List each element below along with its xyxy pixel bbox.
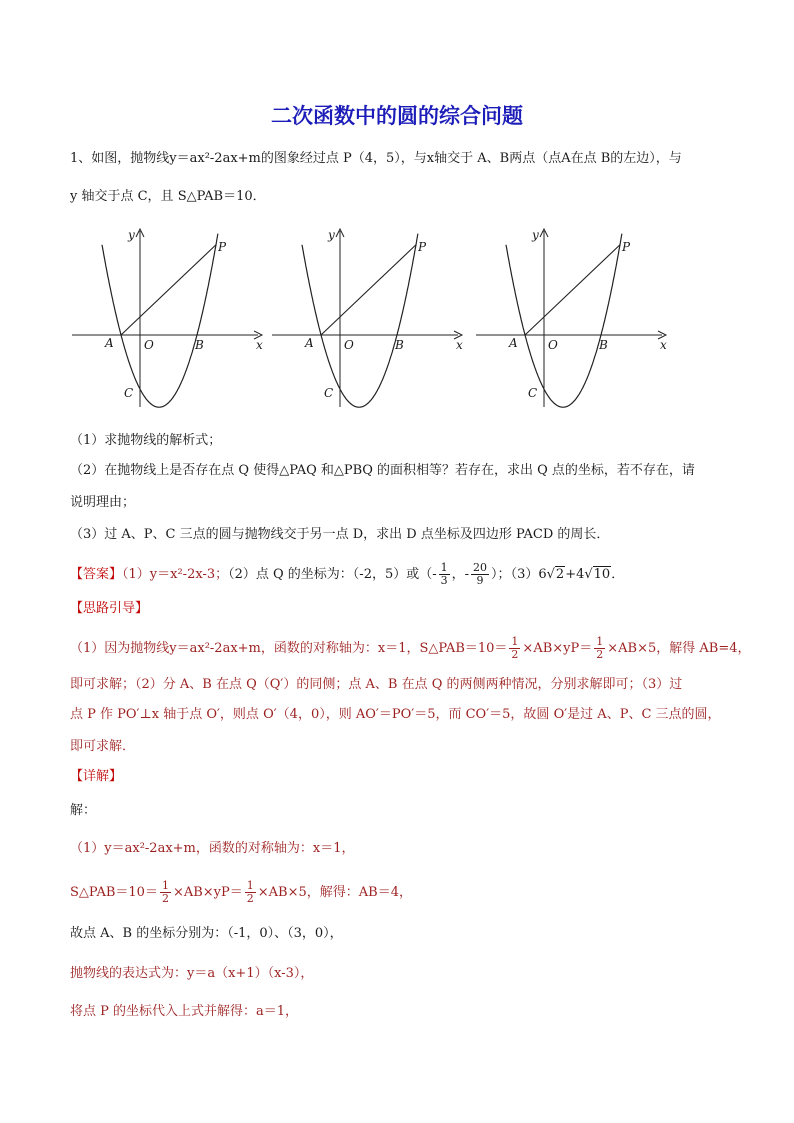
label-x: x	[456, 338, 463, 352]
hint-line-1	[70, 636, 751, 661]
detail-line-1: （1）y＝ax²-2ax+m，函数的对称轴为：x＝1，	[70, 841, 355, 856]
detail-text-b: ×AB×yP＝	[172, 885, 243, 900]
hint-text-a: （1）因为抛物线y＝ax²-2ax+m，函数的对称轴为：x＝1，S△PAB＝10＝	[70, 641, 508, 656]
fraction-20-9: $\frac{20}{9}$	[473, 561, 488, 587]
answer-sep: ，-	[451, 567, 470, 582]
fraction-half-2: $\frac{1}{2}$	[596, 635, 604, 661]
label-a: A	[305, 336, 314, 350]
label-b: B	[195, 338, 204, 352]
label-b: B	[395, 338, 404, 352]
detail-jie: 解：	[70, 803, 97, 818]
detail-line-2	[70, 880, 412, 905]
label-c: C	[528, 386, 538, 400]
answer-part-2-end: ）；	[491, 567, 511, 582]
label-x: x	[660, 338, 667, 352]
detail-line-5: 将点 P 的坐标代入上式并解得：a＝1，	[70, 1004, 299, 1019]
label-p: P	[622, 239, 631, 254]
label-y: y	[128, 228, 135, 242]
label-a: A	[509, 336, 518, 350]
label-b: B	[599, 338, 608, 352]
label-x: x	[256, 338, 263, 352]
line-ap	[121, 245, 216, 335]
fraction-half-4: $\frac{1}{2}$	[246, 879, 254, 905]
hint-text-b: ×AB×yP＝	[522, 641, 593, 656]
answer-end: ．	[611, 567, 625, 582]
label-o: O	[144, 338, 154, 352]
parabola-figure-1	[68, 225, 268, 415]
hint-line-3: 点 P 作 PO′⊥x 轴于点 O′，则点 O′（4，0），则 AO′＝PO′＝5，而 CO′＝5，故圆 O′是过 A、P、C 三点的圆，	[70, 707, 721, 722]
label-p: P	[418, 239, 427, 254]
label-o: O	[548, 338, 558, 352]
part-3: （3）过 A、P、C 三点的圆与抛物线交于另一点 D，求出 D 点坐标及四边形 PACD 的周长．	[70, 527, 610, 542]
label-a: A	[105, 336, 114, 350]
detail-text-c: ×AB×5，解得：AB＝4，	[257, 885, 412, 900]
answer-tag: 【答案】	[70, 567, 123, 582]
label-y: y	[532, 228, 539, 242]
answer-part-1: （1）y＝x²-2x-3；	[122, 567, 229, 582]
detail-tag: 【详解】	[70, 769, 123, 784]
question-line-2: y 轴交于点 C，且 S△PAB＝10．	[70, 189, 266, 204]
detail-line-3: 故点 A、B 的坐标分别为：（-1，0）、（3，0），	[70, 926, 343, 941]
detail-text-a: S△PAB＝10＝	[70, 885, 158, 900]
part-1: （1）求抛物线的解析式；	[70, 433, 222, 448]
answer-plus: +4	[565, 567, 585, 582]
sqrt-2: 2	[555, 567, 565, 582]
line-ap	[525, 245, 620, 335]
line-ap	[321, 245, 416, 335]
label-c: C	[124, 386, 134, 400]
label-c: C	[324, 386, 334, 400]
sqrt-10: 10	[593, 567, 611, 582]
fraction-1-3: $\frac{1}{3}$	[440, 561, 448, 587]
question-line-1: 1、如图，抛物线y＝ax²-2ax+m的图象经过点 P（4，5），与x轴交于 A、B两点（点A在点 B的左边），与	[70, 151, 682, 166]
hint-line-4: 即可求解．	[70, 739, 136, 754]
hint-tag: 【思路引导】	[70, 601, 149, 616]
part-2-line-1: （2）在抛物线上是否存在点 Q 使得△PAQ 和△PBQ 的面积相等？若存在，求出 Q 点的坐标，若不存在，请	[70, 463, 695, 478]
fraction-half-3: $\frac{1}{2}$	[161, 879, 169, 905]
label-o: O	[344, 338, 354, 352]
hint-line-2: 即可求解；（2）分 A、B 在点 Q（Q′）的同侧；点 A、B 在点 Q 的两侧两种情况，分别求解即可；（3）过	[70, 677, 683, 692]
hint-text-c: ×AB×5，解得 AB=4，	[607, 641, 751, 656]
answer-part-3: （3）6	[510, 567, 547, 582]
page-title: 二次函数中的圆的综合问题	[271, 104, 523, 128]
label-p: P	[218, 239, 227, 254]
fraction-half: $\frac{1}{2}$	[511, 635, 519, 661]
detail-line-4: 抛物线的表达式为：y＝a（x+1）（x-3），	[70, 966, 314, 981]
answer-part-2: （2）点 Q 的坐标为：（-2，5）或（-	[228, 567, 437, 582]
parabola-figure-3	[472, 225, 672, 415]
parabola-figure-2	[268, 225, 468, 415]
label-y: y	[328, 228, 335, 242]
answer-line: 【答案】（1）y＝x²-2x-3；（2）点 Q 的坐标为：（-2，5）或（- $\frac{1}{3}$ ，- $\frac{20}{9}$ ）；（3）6√2+4√10．	[70, 561, 625, 587]
part-2-line-2: 说明理由；	[70, 495, 136, 510]
